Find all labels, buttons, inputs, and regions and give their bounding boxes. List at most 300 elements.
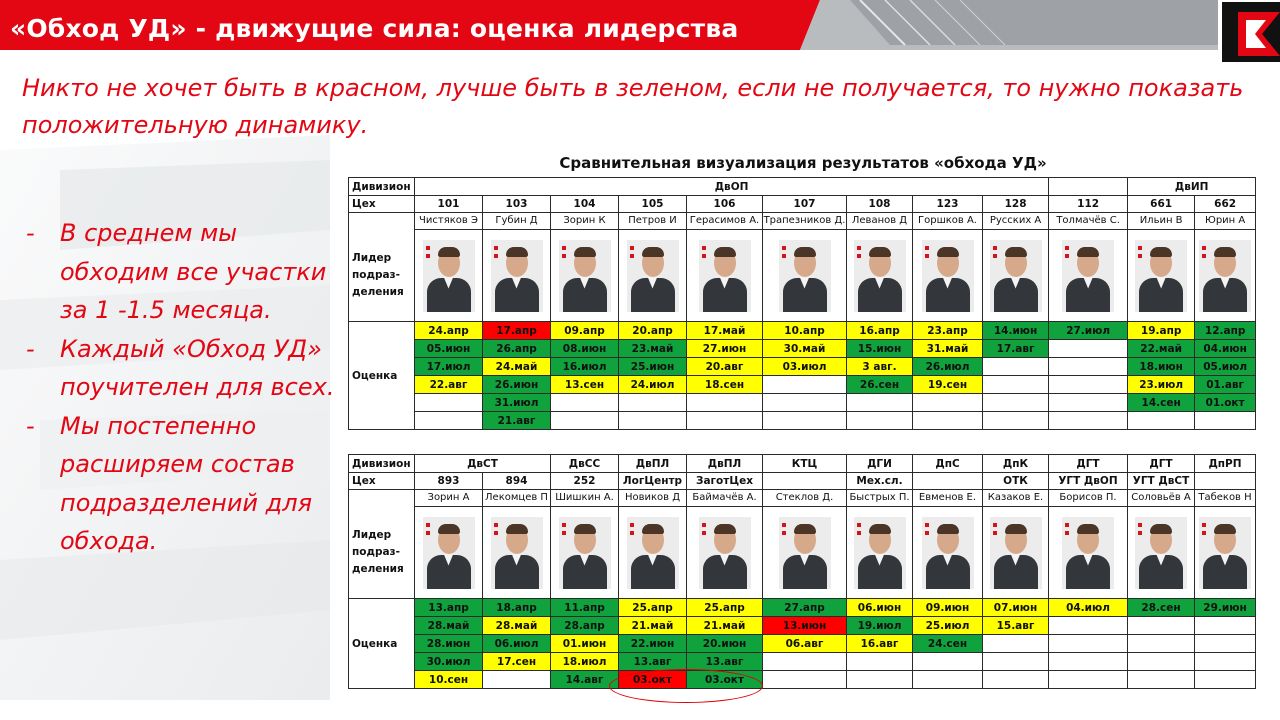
rating-cell: [551, 394, 619, 412]
bullet-dash: -: [26, 411, 35, 440]
rating-cell: 16.авг: [847, 635, 913, 653]
leader-name: Зорин А: [415, 490, 483, 507]
logo-mark-icon: [782, 523, 786, 527]
rating-cell: [1195, 635, 1256, 653]
rating-cell: 18.сен: [687, 376, 763, 394]
quote-text: Никто не хочет быть в красном, лучше быть в зеленом, если не получается, то нужно показать положительную динамику.: [22, 74, 1244, 139]
rating-cell: 21.авг: [483, 412, 551, 430]
hair-shape: [1005, 247, 1027, 257]
rating-cell: 22.июн: [619, 635, 687, 653]
rating-cell: 07.июн: [983, 599, 1049, 617]
leader-photo: [854, 240, 906, 312]
logo-mark-icon: [562, 254, 566, 258]
logo-mark-icon: [630, 246, 634, 250]
rating-cell: [763, 394, 847, 412]
rating-cell: 23.апр: [913, 322, 983, 340]
leader-name: Быстрых П.: [847, 490, 913, 507]
bullet-item: [22, 330, 342, 407]
rating-cell: 14.сен: [1128, 394, 1195, 412]
rating-cell: 28.апр: [551, 617, 619, 635]
rating-cell: [1128, 671, 1195, 689]
leader-photo-cell: [913, 230, 983, 322]
rating-cell: [913, 653, 983, 671]
leader-photo-cell: [415, 230, 483, 322]
rating-cell: 30.май: [763, 340, 847, 358]
shop-cell: 105: [619, 196, 687, 213]
shop-cell: 661: [1128, 196, 1195, 213]
rating-cell: 01.окт: [1195, 394, 1256, 412]
leader-photo: [779, 517, 831, 589]
rating-cell: 28.май: [483, 617, 551, 635]
leader-photo-cell: [619, 507, 687, 599]
division-cell: КТЦ: [763, 455, 847, 473]
bullet-list: [22, 214, 342, 561]
rating-cell: 13.июн: [763, 617, 847, 635]
leader-photo-cell: [847, 230, 913, 322]
leader-photo-cell: [983, 507, 1049, 599]
rating-cell: 17.авг: [983, 340, 1049, 358]
rating-cell: 12.апр: [1195, 322, 1256, 340]
results-table-2: [348, 454, 1256, 689]
rating-cell: [415, 394, 483, 412]
leader-name: Казаков Е.: [983, 490, 1049, 507]
logo-mark-icon: [1138, 254, 1142, 258]
logo-mark-icon: [426, 531, 430, 535]
rating-cell: 19.июл: [847, 617, 913, 635]
rating-cell: 23.май: [619, 340, 687, 358]
rating-cell: [763, 412, 847, 430]
rating-cell: [1128, 635, 1195, 653]
rating-cell: [619, 412, 687, 430]
leader-photo-cell: [1195, 230, 1256, 322]
hair-shape: [1214, 247, 1236, 257]
shop-cell: 128: [983, 196, 1049, 213]
shop-cell: 252: [551, 473, 619, 490]
division-cell: [1049, 178, 1128, 196]
rating-cell: 25.июн: [619, 358, 687, 376]
logo-mark-icon: [1065, 246, 1069, 250]
division-cell: ДвИП: [1128, 178, 1256, 196]
leader-photo: [854, 517, 906, 589]
rating-cell: 24.апр: [415, 322, 483, 340]
shop-cell: УГТ ДвСТ: [1128, 473, 1195, 490]
shop-cell: 101: [415, 196, 483, 213]
leader-name: Губин Д: [483, 213, 551, 230]
rating-cell: 27.июл: [1049, 322, 1128, 340]
division-cell: ДвПЛ: [687, 455, 763, 473]
leader-photo-cell: [763, 507, 847, 599]
shop-cell: УГТ ДвОП: [1049, 473, 1128, 490]
rating-cell: 27.апр: [763, 599, 847, 617]
logo-mark-icon: [782, 254, 786, 258]
rating-cell: [1128, 617, 1195, 635]
rating-cell: [1195, 671, 1256, 689]
rating-cell: [1049, 340, 1128, 358]
shop-cell: 662: [1195, 196, 1256, 213]
rating-cell: 14.июн: [983, 322, 1049, 340]
rating-cell: 10.сен: [415, 671, 483, 689]
row-label-division: Дивизион: [349, 455, 415, 473]
logo-mark-icon: [857, 246, 861, 250]
leader-name: Новиков Д: [619, 490, 687, 507]
hair-shape: [937, 524, 959, 534]
row-label-division: Дивизион: [349, 178, 415, 196]
leader-photo-cell: [551, 507, 619, 599]
rating-cell: 21.май: [687, 617, 763, 635]
rating-cell: 04.июн: [1195, 340, 1256, 358]
rating-cell: 25.июл: [913, 617, 983, 635]
hair-shape: [1077, 524, 1099, 534]
leader-photo: [559, 517, 611, 589]
logo-mark-icon: [1065, 523, 1069, 527]
shop-cell: 108: [847, 196, 913, 213]
logo-mark-icon: [1202, 246, 1206, 250]
rating-cell: [1049, 653, 1128, 671]
leader-photo: [491, 240, 543, 312]
rating-cell: [1049, 394, 1128, 412]
rating-cell: [913, 394, 983, 412]
shop-cell: 103: [483, 196, 551, 213]
logo-mark-icon: [925, 523, 929, 527]
rating-cell: [1049, 412, 1128, 430]
rating-cell: 19.апр: [1128, 322, 1195, 340]
leader-photo-cell: [983, 230, 1049, 322]
leader-name: Леванов Д: [847, 213, 913, 230]
hair-shape: [714, 524, 736, 534]
leader-photo-cell: [763, 230, 847, 322]
rating-cell: [763, 653, 847, 671]
rating-cell: [913, 671, 983, 689]
leader-photo-cell: [415, 507, 483, 599]
slide-title: «Обход УД» - движущие сила: оценка лидерства: [10, 14, 739, 43]
rating-cell: 26.сен: [847, 376, 913, 394]
rating-cell: [483, 671, 551, 689]
rating-cell: 04.июл: [1049, 599, 1128, 617]
leader-name: Соловьёв А: [1128, 490, 1195, 507]
leader-photo: [1062, 517, 1114, 589]
logo-mark-icon: [993, 254, 997, 258]
hair-shape: [1150, 524, 1172, 534]
rating-cell: 16.июл: [551, 358, 619, 376]
leader-name: Петров И: [619, 213, 687, 230]
division-cell: ДвПЛ: [619, 455, 687, 473]
rating-cell: [983, 671, 1049, 689]
division-cell: ДпС: [913, 455, 983, 473]
rating-cell: 06.июн: [847, 599, 913, 617]
logo-mark-icon: [1138, 531, 1142, 535]
rating-cell: 20.авг: [687, 358, 763, 376]
rating-cell: 30.июл: [415, 653, 483, 671]
logo-mark-icon: [494, 246, 498, 250]
rating-cell: 26.июн: [483, 376, 551, 394]
rating-cell: [1195, 653, 1256, 671]
rating-cell: [913, 412, 983, 430]
logo-mark-icon: [993, 523, 997, 527]
panel-title: Сравнительная визуализация результатов «обхода УД»: [559, 154, 1047, 172]
logo-mark-icon: [494, 254, 498, 258]
rating-cell: 10.апр: [763, 322, 847, 340]
rating-cell: [983, 376, 1049, 394]
hair-shape: [574, 524, 596, 534]
rating-cell: [1128, 653, 1195, 671]
bullet-text: В среднем мы обходим все участки за 1 -1.5 месяца.: [60, 219, 327, 324]
rating-cell: 08.июн: [551, 340, 619, 358]
bullet-text: Мы постепенно расширяем состав подразделений для обхода.: [60, 411, 313, 555]
hair-shape: [1077, 247, 1099, 257]
hair-shape: [794, 524, 816, 534]
rating-cell: 3 авг.: [847, 358, 913, 376]
rating-cell: 17.сен: [483, 653, 551, 671]
rating-cell: 09.июн: [913, 599, 983, 617]
rating-cell: 26.июл: [913, 358, 983, 376]
rating-cell: 28.сен: [1128, 599, 1195, 617]
hair-shape: [1005, 524, 1027, 534]
leader-photo: [423, 240, 475, 312]
shop-cell: ЗаготЦех: [687, 473, 763, 490]
leader-photo-cell: [913, 507, 983, 599]
rating-cell: 05.июн: [415, 340, 483, 358]
bullet-dash: -: [26, 219, 35, 247]
rating-cell: 27.июн: [687, 340, 763, 358]
leader-photo: [491, 517, 543, 589]
rating-cell: [1128, 412, 1195, 430]
logo-mark-icon: [426, 246, 430, 250]
bullet-dash: -: [26, 334, 35, 363]
rating-cell: [1195, 617, 1256, 635]
rating-cell: [1049, 671, 1128, 689]
rating-cell: 11.апр: [551, 599, 619, 617]
rating-cell: 18.июн: [1128, 358, 1195, 376]
rating-cell: [687, 412, 763, 430]
logo-mark-icon: [1065, 254, 1069, 258]
leader-photo: [699, 240, 751, 312]
hair-shape: [506, 524, 528, 534]
logo-mark-icon: [925, 254, 929, 258]
rating-cell: 31.май: [913, 340, 983, 358]
leader-name: Лекомцев П: [483, 490, 551, 507]
rating-cell: 29.июн: [1195, 599, 1256, 617]
rating-cell: [983, 635, 1049, 653]
division-cell: ДпК: [983, 455, 1049, 473]
rating-cell: 17.апр: [483, 322, 551, 340]
shop-cell: [1195, 473, 1256, 490]
leader-photo: [627, 240, 679, 312]
rating-cell: [1049, 376, 1128, 394]
logo-mark-icon: [993, 531, 997, 535]
rating-cell: 22.май: [1128, 340, 1195, 358]
rating-cell: 24.май: [483, 358, 551, 376]
leader-photo-cell: [847, 507, 913, 599]
rating-cell: 15.авг: [983, 617, 1049, 635]
leader-name: Баймачёв А.: [687, 490, 763, 507]
logo-mark-icon: [494, 523, 498, 527]
leader-photo: [922, 240, 974, 312]
logo-mark-icon: [702, 246, 706, 250]
rating-cell: 13.авг: [619, 653, 687, 671]
leader-name: Чистяков Э: [415, 213, 483, 230]
rating-cell: 18.июл: [551, 653, 619, 671]
rating-cell: 13.сен: [551, 376, 619, 394]
hair-shape: [714, 247, 736, 257]
logo-mark-icon: [857, 531, 861, 535]
logo-mark-icon: [925, 246, 929, 250]
rating-cell: 14.авг: [551, 671, 619, 689]
leader-photo: [1199, 517, 1251, 589]
shop-cell: Мех.сл.: [847, 473, 913, 490]
bullet-text: Каждый «Обход УД» поучителен для всех.: [60, 334, 335, 401]
leader-photo: [922, 517, 974, 589]
rating-cell: 20.апр: [619, 322, 687, 340]
leader-photo-cell: [619, 230, 687, 322]
rating-cell: 25.апр: [687, 599, 763, 617]
leader-photo-cell: [1128, 230, 1195, 322]
logo-mark-icon: [1202, 523, 1206, 527]
hair-shape: [438, 247, 460, 257]
rating-cell: [551, 412, 619, 430]
leader-photo-cell: [483, 230, 551, 322]
leader-photo: [1135, 240, 1187, 312]
rating-cell: [763, 376, 847, 394]
hair-shape: [438, 524, 460, 534]
row-label-leader: Лидер подраз-деления: [349, 230, 415, 322]
shop-cell: 893: [415, 473, 483, 490]
bullet-item: [22, 407, 342, 561]
hair-shape: [574, 247, 596, 257]
shop-cell: [913, 473, 983, 490]
hair-shape: [506, 247, 528, 257]
rating-cell: [847, 653, 913, 671]
division-cell: ДвСС: [551, 455, 619, 473]
logo-mark-icon: [702, 531, 706, 535]
leader-name: Горшков А.: [913, 213, 983, 230]
rating-cell: 17.июл: [415, 358, 483, 376]
logo-mark-icon: [562, 246, 566, 250]
division-cell: ДвОП: [415, 178, 1049, 196]
rating-cell: 18.апр: [483, 599, 551, 617]
rating-cell: [1195, 412, 1256, 430]
logo-mark-icon: [562, 523, 566, 527]
rating-cell: [983, 412, 1049, 430]
rating-cell: 20.июн: [687, 635, 763, 653]
rating-cell: 28.июн: [415, 635, 483, 653]
logo-mark-icon: [857, 254, 861, 258]
hair-shape: [869, 524, 891, 534]
rating-cell: [619, 394, 687, 412]
leader-name: Толмачёв С.: [1049, 213, 1128, 230]
shop-cell: 107: [763, 196, 847, 213]
logo-mark-icon: [782, 246, 786, 250]
rating-cell: [847, 394, 913, 412]
logo-mark-icon: [993, 246, 997, 250]
rating-cell: 03.окт: [619, 671, 687, 689]
rating-cell: [847, 671, 913, 689]
leader-photo-cell: [551, 230, 619, 322]
hair-shape: [642, 247, 664, 257]
leader-name: Табеков Н: [1195, 490, 1256, 507]
rating-cell: 28.май: [415, 617, 483, 635]
leader-name: Евменов Е.: [913, 490, 983, 507]
rating-cell: 15.июн: [847, 340, 913, 358]
division-cell: ДГИ: [847, 455, 913, 473]
logo-mark-icon: [925, 531, 929, 535]
leader-photo-cell: [687, 507, 763, 599]
leader-name: Зорин К: [551, 213, 619, 230]
rating-cell: [847, 412, 913, 430]
rating-cell: 24.сен: [913, 635, 983, 653]
shop-cell: [763, 473, 847, 490]
rating-cell: [763, 671, 847, 689]
logo-mark-icon: [1202, 531, 1206, 535]
row-label-leader: Лидер подраз-деления: [349, 507, 415, 599]
results-table-1: [348, 177, 1256, 430]
shop-cell: 104: [551, 196, 619, 213]
rating-cell: [983, 358, 1049, 376]
row-label-shop: Цех: [349, 473, 415, 490]
logo-mark-icon: [1065, 531, 1069, 535]
rating-cell: 31.июл: [483, 394, 551, 412]
leader-photo: [559, 240, 611, 312]
rating-cell: 22.авг: [415, 376, 483, 394]
leader-name: Трапезников Д.: [763, 213, 847, 230]
rating-cell: 19.сен: [913, 376, 983, 394]
rating-cell: 03.окт: [687, 671, 763, 689]
row-label-rating: Оценка: [349, 599, 415, 689]
hair-shape: [642, 524, 664, 534]
rating-cell: [983, 653, 1049, 671]
rating-cell: 17.май: [687, 322, 763, 340]
rating-cell: 21.май: [619, 617, 687, 635]
leader-photo-cell: [1049, 230, 1128, 322]
leader-name: Герасимов А.: [687, 213, 763, 230]
rating-cell: [687, 394, 763, 412]
rating-cell: 13.авг: [687, 653, 763, 671]
leader-photo: [779, 240, 831, 312]
division-cell: ДпРП: [1195, 455, 1256, 473]
leader-photo: [1062, 240, 1114, 312]
leader-photo: [1199, 240, 1251, 312]
leader-photo: [1135, 517, 1187, 589]
leader-name: Русских А: [983, 213, 1049, 230]
rating-cell: [1049, 617, 1128, 635]
rating-cell: [983, 394, 1049, 412]
row-label-shop: Цех: [349, 196, 415, 213]
hair-shape: [1150, 247, 1172, 257]
rating-cell: [415, 412, 483, 430]
leader-photo-cell: [687, 230, 763, 322]
hair-shape: [794, 247, 816, 257]
leader-photo-cell: [1195, 507, 1256, 599]
shop-cell: 894: [483, 473, 551, 490]
shop-cell: ОТК: [983, 473, 1049, 490]
leader-photo-cell: [483, 507, 551, 599]
logo-mark-icon: [426, 254, 430, 258]
logo-mark-icon: [562, 531, 566, 535]
hair-shape: [937, 247, 959, 257]
logo-mark-icon: [630, 523, 634, 527]
leader-photo: [990, 517, 1042, 589]
company-logo-icon: [1222, 2, 1280, 62]
logo-mark-icon: [857, 523, 861, 527]
logo-mark-icon: [630, 531, 634, 535]
logo-mark-icon: [494, 531, 498, 535]
rating-cell: 06.авг: [763, 635, 847, 653]
hair-shape: [1214, 524, 1236, 534]
rating-cell: 06.июл: [483, 635, 551, 653]
rating-cell: [1049, 358, 1128, 376]
division-cell: ДГТ: [1128, 455, 1195, 473]
rating-cell: [1049, 635, 1128, 653]
row-label-rating: Оценка: [349, 322, 415, 430]
